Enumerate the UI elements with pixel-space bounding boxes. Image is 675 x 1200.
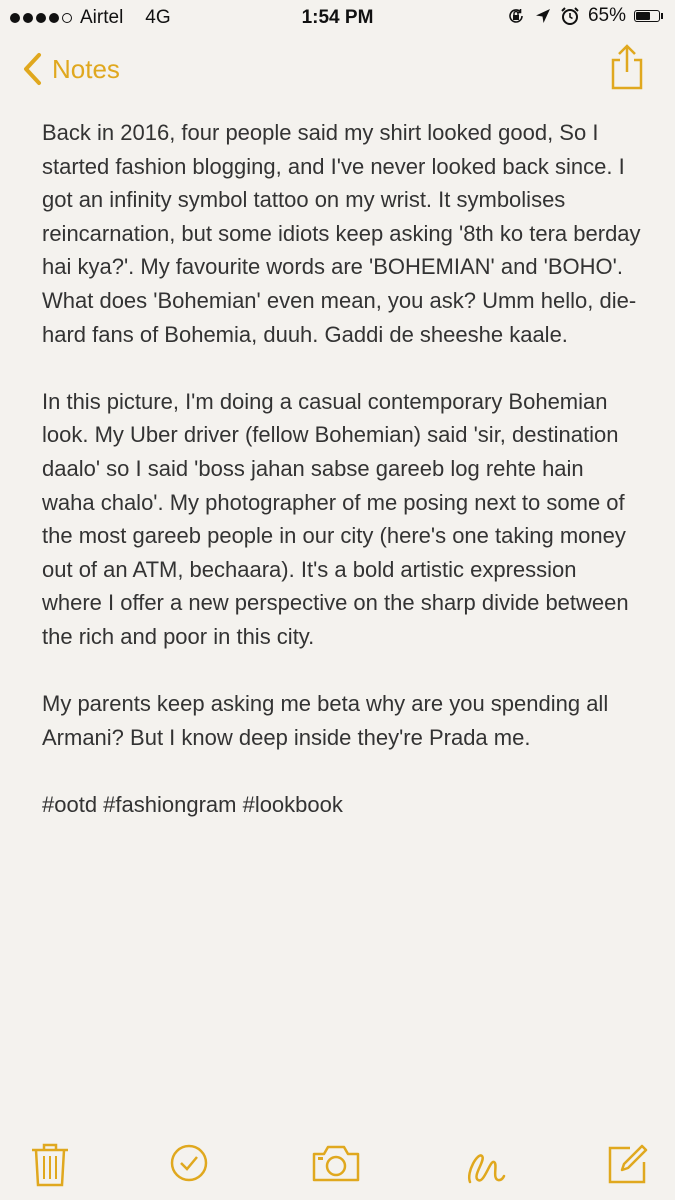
delete-button[interactable] — [30, 1142, 70, 1193]
trash-icon — [30, 1142, 70, 1188]
note-paragraph-1: Back in 2016, four people said my shirt looked good, So I started fashion blogging, and I've never looked back since. I got an infinity symbol tattoo on my wrist. It symbolises reincarnation, but some idiots keep asking '8th ko tera berday hai kya?'. My favourite words are 'BOHEMIAN' and 'BOHO'. What does 'Bohemian' even mean, you ask? Umm hello, die-hard fans of Bohemia, duuh. Gaddi de sheeshe kaale. — [42, 120, 641, 347]
alarm-clock-icon — [560, 6, 580, 26]
battery-percent: 65% — [587, 5, 626, 26]
camera-icon — [310, 1142, 362, 1184]
chevron-left-icon — [22, 52, 42, 86]
sketch-button[interactable] — [464, 1142, 506, 1195]
note-paragraph-2: In this picture, I'm doing a casual contemporary Bohemian look. My Uber driver (fellow Bohemian) said 'sir, destination daalo' so I said 'boss jahan sabse gareeb log rehte hain waha chalo'. My photographer of me posing next to some of the most gareeb people in our city (here's one taking money out of an ATM, bechaara). It's a bold artistic expression where I offer a new perspective on the sharp divide between the rich and poor in this city. — [42, 388, 629, 649]
battery-tip — [661, 13, 663, 19]
location-arrow-icon — [534, 7, 552, 25]
compose-button[interactable] — [606, 1142, 650, 1191]
nav-bar — [0, 40, 675, 100]
carrier-name: Airtel — [80, 7, 124, 28]
share-button[interactable] — [609, 42, 645, 97]
camera-button[interactable] — [310, 1142, 362, 1189]
back-button-label: Notes — [52, 53, 120, 84]
status-time: 1:54 PM — [301, 7, 374, 28]
back-button[interactable] — [22, 52, 120, 86]
status-right — [506, 5, 663, 27]
network-type: 4G — [145, 7, 171, 28]
compose-icon — [606, 1142, 650, 1186]
checklist-button[interactable] — [168, 1142, 210, 1189]
rotation-lock-icon — [506, 6, 526, 26]
sketch-icon — [464, 1142, 506, 1190]
share-icon — [609, 42, 645, 92]
battery-icon — [634, 10, 660, 22]
checklist-icon — [168, 1142, 210, 1184]
note-paragraph-3: My parents keep asking me beta why are you spending all Armani? But I know deep inside they're Prada me. — [42, 691, 609, 750]
bottom-toolbar — [0, 1130, 675, 1200]
status-bar — [0, 0, 675, 36]
note-hashtags: #ootd #fashiongram #lookbook — [42, 791, 343, 817]
note-body[interactable] — [42, 116, 642, 855]
